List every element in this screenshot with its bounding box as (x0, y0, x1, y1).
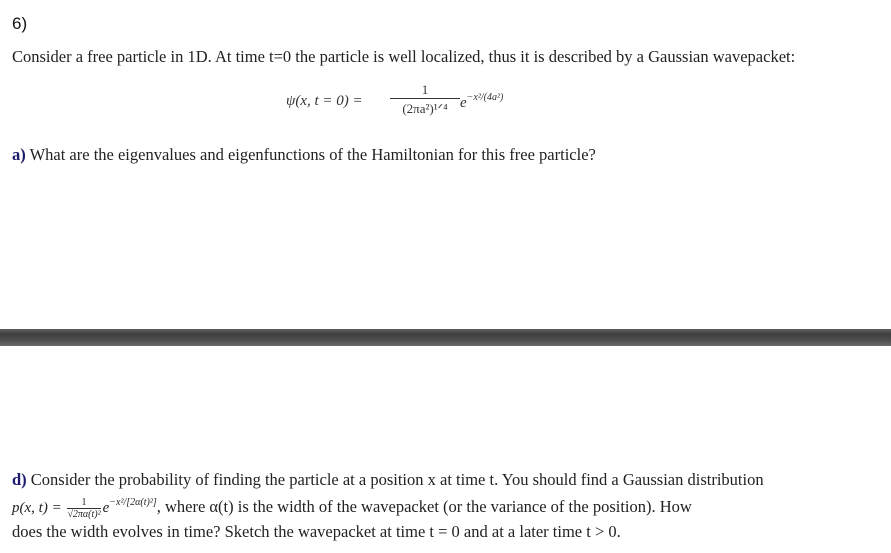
page-divider (0, 329, 891, 346)
part-a-text: What are the eigenvalues and eigenfunctions of the Hamiltonian for this free particle? (29, 145, 596, 164)
exp-base: e (460, 95, 467, 111)
probability-numerator: 1 (81, 496, 87, 508)
part-a-label: a) (12, 145, 26, 164)
exp-power: −x²/(4a²) (466, 92, 504, 103)
wavefunction-exponential (460, 92, 503, 112)
probability-exponent: −x²/[2α(t)²] (109, 497, 157, 508)
part-d-line2: , where α(t) is the width of the wavepacket (or the variance of the position). How (156, 497, 692, 516)
probability-fraction (67, 498, 100, 520)
wavefunction-numerator: 1 (421, 82, 429, 97)
probability-lhs: p(x, t) = (12, 500, 62, 516)
part-d (12, 468, 882, 543)
part-d-label: d) (12, 470, 27, 489)
wavefunction-denominator: (2πa²)¹ᐟ⁴ (402, 101, 448, 116)
question-number: 6) (12, 14, 28, 33)
question-intro: Consider a free particle in 1D. At time t=0 the particle is well localized, thus it is described by a Gaussian wavepacket: (12, 47, 796, 66)
probability-denominator: √2πα(t)² (67, 508, 101, 520)
part-d-line1: Consider the probability of finding the particle at a position x at time t. You should find a Gaussian distribution (30, 470, 764, 489)
probability-formula (12, 496, 157, 520)
part-a (12, 145, 596, 165)
part-d-line3: does the width evolves in time? Sketch the wavepacket at time t = 0 and at a later time t > 0. (12, 522, 621, 541)
wavefunction-fraction (390, 82, 460, 116)
fraction-bar (390, 98, 460, 99)
probability-exponential: $e^{-x^2/[2\alpha(t)^2]}$ (102, 497, 157, 516)
wavefunction-lhs: ψ(x, t = 0) = (286, 93, 363, 109)
